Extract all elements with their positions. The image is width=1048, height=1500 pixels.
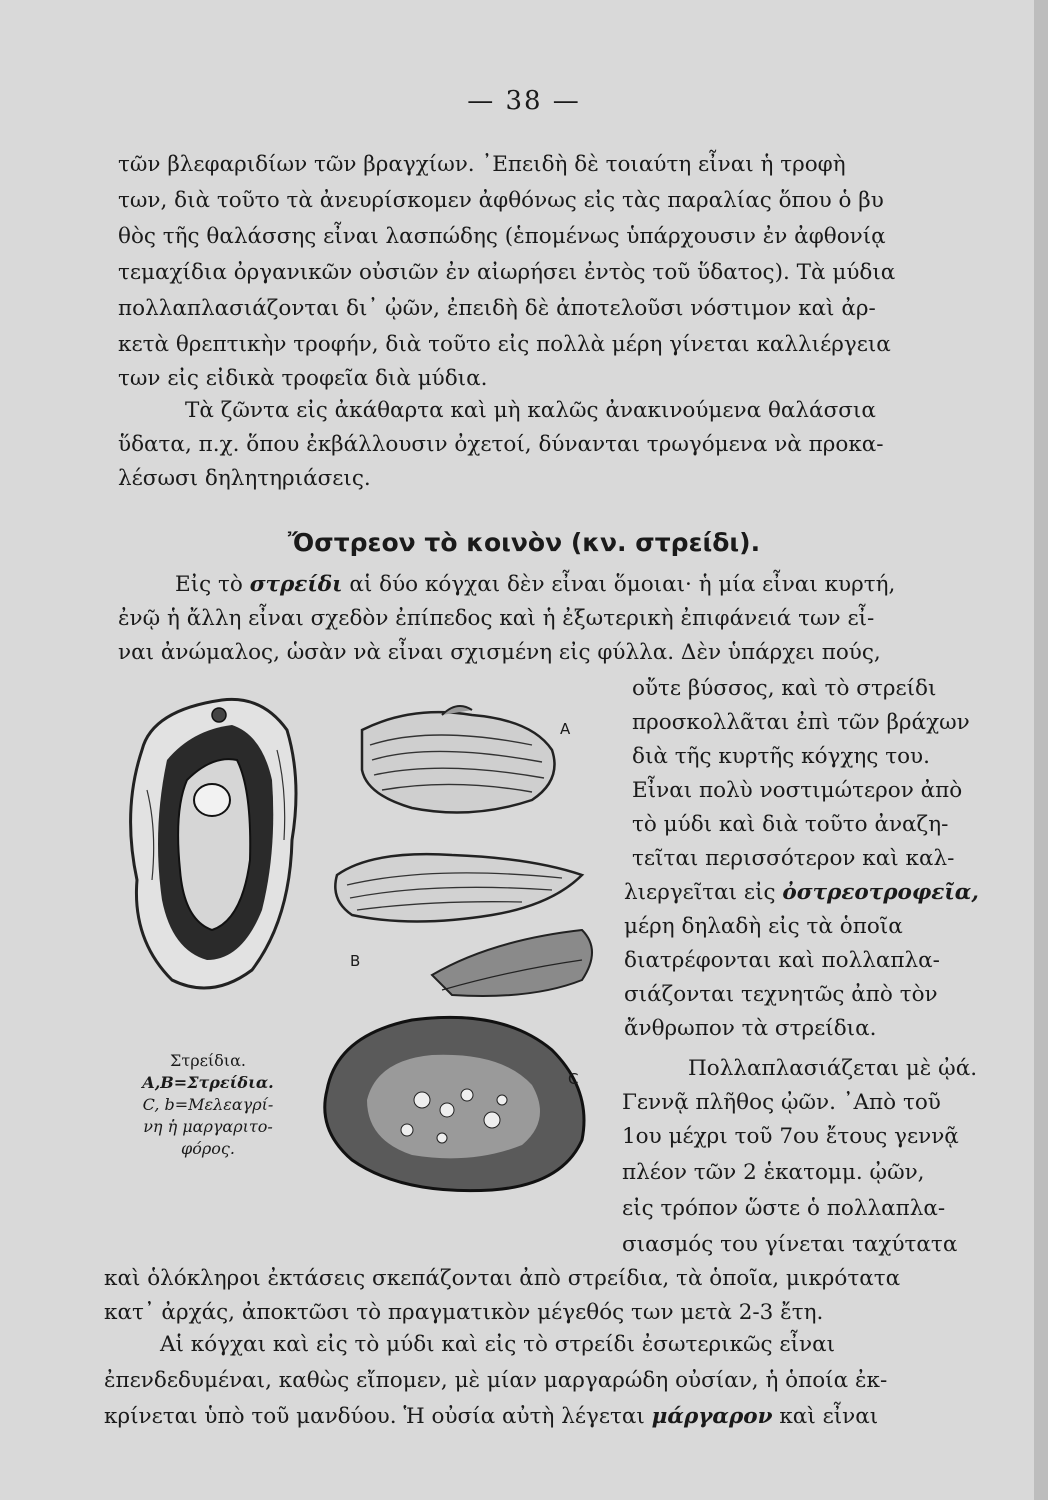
para4-wrapped-line: Πολλαπλασιάζεται μὲ ᾠά. (688, 1056, 978, 1081)
para1-line: τῶν βλεφαριδίων τῶν βραγχίων. ᾿Επειδὴ δὲ τοιαύτη εἶναι ἡ τροφὴ (118, 152, 846, 177)
para5-line: ἐπενδεδυμέναι, καθὼς εἴπομεν, μὲ μίαν μαργαρώδη οὐσίαν, ἡ ὁποία ἐκ- (104, 1368, 888, 1393)
para1-line: πολλαπλασιάζονται δι᾽ ᾠῶν, ἐπειδὴ δὲ ἀποτελοῦσι νόστιμον καὶ ἀρ- (118, 296, 876, 321)
para4-wrapped-line: σιασμός του γίνεται ταχύτατα (622, 1232, 958, 1257)
para3-wrapped-line: προσκολλᾶται ἐπὶ τῶν βράχων (632, 710, 970, 735)
para1-line: των εἰς εἰδικὰ τροφεῖα διὰ μύδια. (118, 366, 488, 391)
caption-c-line: φόρος. (181, 1139, 235, 1158)
para3-wrapped-line: οὔτε βύσσος, καὶ τὸ στρείδι (632, 676, 937, 701)
para2-line: λέσωσι δηλητηριάσεις. (118, 466, 371, 491)
bold-term: στρείδι (249, 572, 343, 597)
para3-line: ἐνῷ ἡ ἄλλη εἶναι σχεδὸν ἐπίπεδος καὶ ἡ ἐξωτερικὴ ἐπιφάνειά των εἶ- (118, 606, 875, 631)
para1-line: των, διὰ τοῦτο τὰ ἀνευρίσκομεν ἀφθόνως εἰς τὰς παραλίας ὅπου ὁ βυ (118, 188, 884, 213)
para3-wrapped-line: τὸ μύδι καὶ διὰ τοῦτο ἀναζη- (632, 812, 949, 837)
para3-text: λιεργεῖται εἰς (624, 880, 783, 905)
oyster-illustration (112, 690, 620, 1250)
para3-wrapped-line (624, 878, 979, 908)
section-heading: Ὄστρεον τὸ κοινὸν (κν. στρείδι). (287, 528, 761, 557)
para2-line: ὕδατα, π.χ. ὅπου ἐκβάλλουσιν ὀχετοί, δύνανται τρωγόμενα νὰ προκα- (118, 432, 884, 457)
figure-label-b: B (350, 952, 361, 970)
caption-title: Στρείδια. (170, 1051, 246, 1070)
para2-line: Τὰ ζῶντα εἰς ἀκάθαρτα καὶ μὴ καλῶς ἀνακινούμενα θαλάσσια (185, 398, 876, 423)
caption-ab: A,B=Στρείδια. (142, 1073, 274, 1092)
figure-label-a: A (560, 720, 571, 738)
para3-wrapped-line: διὰ τῆς κυρτῆς κόγχης του. (632, 744, 930, 769)
para5-line (104, 1402, 878, 1432)
para3-line: ναι ἀνώμαλος, ὡσὰν νὰ εἶναι σχισμένη εἰς φύλλα. Δὲν ὑπάρχει πούς, (118, 640, 881, 665)
para1-line: τεμαχίδια ὀργανικῶν οὐσιῶν ἐν αἰωρήσει ἐντὸς τοῦ ὕδατος). Τὰ μύδια (118, 260, 896, 285)
oyster-figure (112, 690, 620, 1250)
para3-wrapped-line: μέρη δηλαδὴ εἰς τὰ ὁποῖα (624, 914, 903, 939)
para3-wrapped-line: ἄνθρωπον τὰ στρείδια. (624, 1016, 877, 1041)
figure-label-c: C (568, 1070, 579, 1088)
para4-wrapped-line: 1ου μέχρι τοῦ 7ου ἔτους γεννᾷ (622, 1124, 959, 1149)
para3-wrapped-line: σιάζονται τεχνητῶς ἀπὸ τὸν (624, 982, 938, 1007)
oyster-open-drawing (131, 699, 296, 988)
para4-wrapped-line: εἰς τρόπον ὥστε ὁ πολλαπλα- (622, 1196, 946, 1221)
para4-line: καὶ ὁλόκληροι ἐκτάσεις σκεπάζονται ἀπὸ στρείδια, τὰ ὁποῖα, μικρότατα (104, 1266, 901, 1291)
caption-c-line: νη ἡ μαργαριτο- (143, 1117, 273, 1136)
page-number: — 38 — (467, 86, 581, 116)
para3-text: αἱ δύο κόγχαι δὲν εἶναι ὅμοιαι· ἡ μία εἶναι κυρτή, (342, 572, 896, 597)
para5-line: Αἱ κόγχαι καὶ εἰς τὸ μύδι καὶ εἰς τὸ στρείδι ἐσωτερικῶς εἶναι (160, 1332, 836, 1357)
para3-wrapped-line: Εἶναι πολὺ νοστιμώτερον ἀπὸ (632, 778, 963, 803)
para4-line: κατ᾽ ἀρχάς, ἀποκτῶσι τὸ πραγματικὸν μέγεθός των μετὰ 2-3 ἔτη. (104, 1300, 824, 1325)
oyster-c-drawing (325, 1017, 584, 1190)
bold-term: ὀστρεοτροφεῖα, (782, 880, 979, 905)
para3-line (175, 570, 895, 600)
para3-wrapped-line: τεῖται περισσότερον καὶ καλ- (632, 846, 955, 871)
para1-line: κετὰ θρεπτικὴν τροφήν, διὰ τοῦτο εἰς πολλὰ μέρη γίνεται καλλιέργεια (118, 332, 891, 357)
caption-c-line: C, b=Μελεαγρί- (142, 1095, 274, 1114)
oyster-a-drawing (362, 706, 555, 813)
oyster-b-drawing (335, 854, 592, 996)
page-edge (1034, 0, 1048, 1500)
para1-line: θὸς τῆς θαλάσσης εἶναι λασπώδης (ἑπομένως ὑπάρχουσιν ἐν ἀφθονίᾳ (118, 224, 886, 249)
para4-wrapped-line: Γεννᾷ πλῆθος ᾠῶν. ᾿Απὸ τοῦ (622, 1090, 941, 1115)
para4-wrapped-line: πλέον τῶν 2 ἑκατομμ. ᾠῶν, (622, 1160, 925, 1185)
para3-wrapped-line: διατρέφονται καὶ πολλαπλα- (624, 948, 940, 973)
bold-term: μάργαρον (651, 1404, 773, 1429)
para3-text: Εἰς τὸ (175, 572, 250, 597)
para5-text: κρίνεται ὑπὸ τοῦ μανδύου. Ἡ οὐσία αὐτὴ λέγεται (104, 1404, 652, 1429)
para5-text: καὶ εἶναι (772, 1404, 879, 1429)
figure-caption (128, 1050, 288, 1160)
